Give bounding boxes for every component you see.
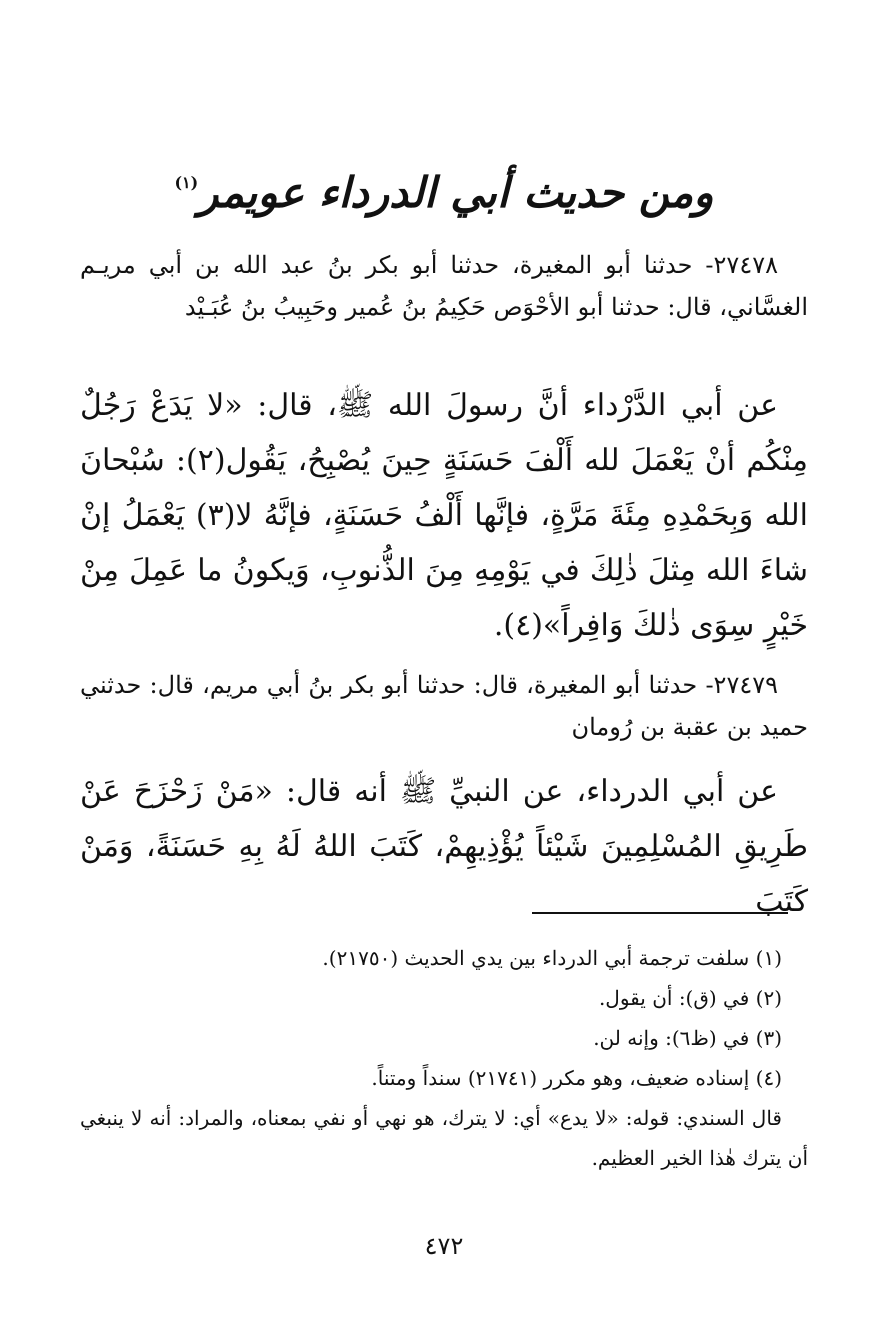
heading-footnote-ref: (١) xyxy=(174,173,199,192)
hadith-number: ٢٧٤٧٨- xyxy=(705,251,778,279)
footnote-separator xyxy=(532,912,788,914)
hadith-27479-isnad xyxy=(80,664,808,748)
matn-text: عن أبي الدرداء، عن النبيِّ ﷺ أنه قال: «مَنْ زَحْزَحَ عَنْ طَرِيقِ المُسْلِمِينَ شَيْئاً يُؤْذِيهِمْ، كَتَبَ اللهُ لَهُ بِهِ حَسَنَةً، وَمَنْ كَتَبَ xyxy=(80,774,809,919)
footnote-4: (٤) إسناده ضعيف، وهو مكرر (٢١٧٤١) سنداً ومتناً. xyxy=(371,1066,782,1090)
hadith-27478-isnad xyxy=(80,244,808,328)
matn-text: عن أبي الدَّرْداء أنَّ رسولَ الله ﷺ، قال: «لا يَدَعْ رَجُلٌ مِنْكُم أنْ يَعْمَلَ لله أَلْفَ حَسَنَةٍ حِينَ يُصْبِحُ، يَقُول(٢): سُبْحانَ الله وَبِحَمْدِهِ مِئَةَ مَرَّةٍ، فإنَّها أَلْفُ حَسَنَةٍ، فإنَّهُ لا(٣) يَعْمَلُ إنْ شاءَ الله مِثلَ ذٰلِكَ في يَوْمِهِ مِنَ الذُّنوبِ، وَيكونُ ما عَمِلَ مِنْ خَيْرٍ سِوَى ذٰلكَ وَافِراً»(٤). xyxy=(80,388,808,643)
hadith-27479-matn xyxy=(80,764,808,929)
footnote-3: (٣) في (ظ٦): وإنه لن. xyxy=(593,1026,782,1050)
footnotes xyxy=(80,938,808,1178)
hadith-27478-matn xyxy=(80,378,808,653)
section-heading xyxy=(0,158,888,228)
footnote-1: (١) سلفت ترجمة أبي الدرداء بين يدي الحديث (٢١٧٥٠). xyxy=(322,946,782,970)
isnad-text: حدثنا أبو المغيرة، حدثنا أبو بكر بنُ عبد الله بن أبي مريـم الغسَّاني، قال: حدثنا أبو الأحْوَص حَكِيمُ بنُ عُمير وحَبِيبُ بنُ عُبَـيْد xyxy=(80,251,808,321)
isnad-text: حدثنا أبو المغيرة، قال: حدثنا أبو بكر بنُ أبي مريم، قال: حدثني حميد بن عقبة بن رُومان xyxy=(80,671,808,741)
page-number: ٤٧٢ xyxy=(424,1232,464,1260)
footnote-sindi-comment: قال السندي: قوله: «لا يدع» أي: لا يترك، هو نهي أو نفي بمعناه، والمراد: أنه لا ينبغي أن يترك هٰذا الخير العظيم. xyxy=(80,1106,808,1170)
section-heading-title: ومن حديث أبي الدرداء عويمر xyxy=(198,168,714,217)
hadith-number: ٢٧٤٧٩- xyxy=(705,671,778,699)
footnote-2: (٢) في (ق): أن يقول. xyxy=(598,986,782,1010)
